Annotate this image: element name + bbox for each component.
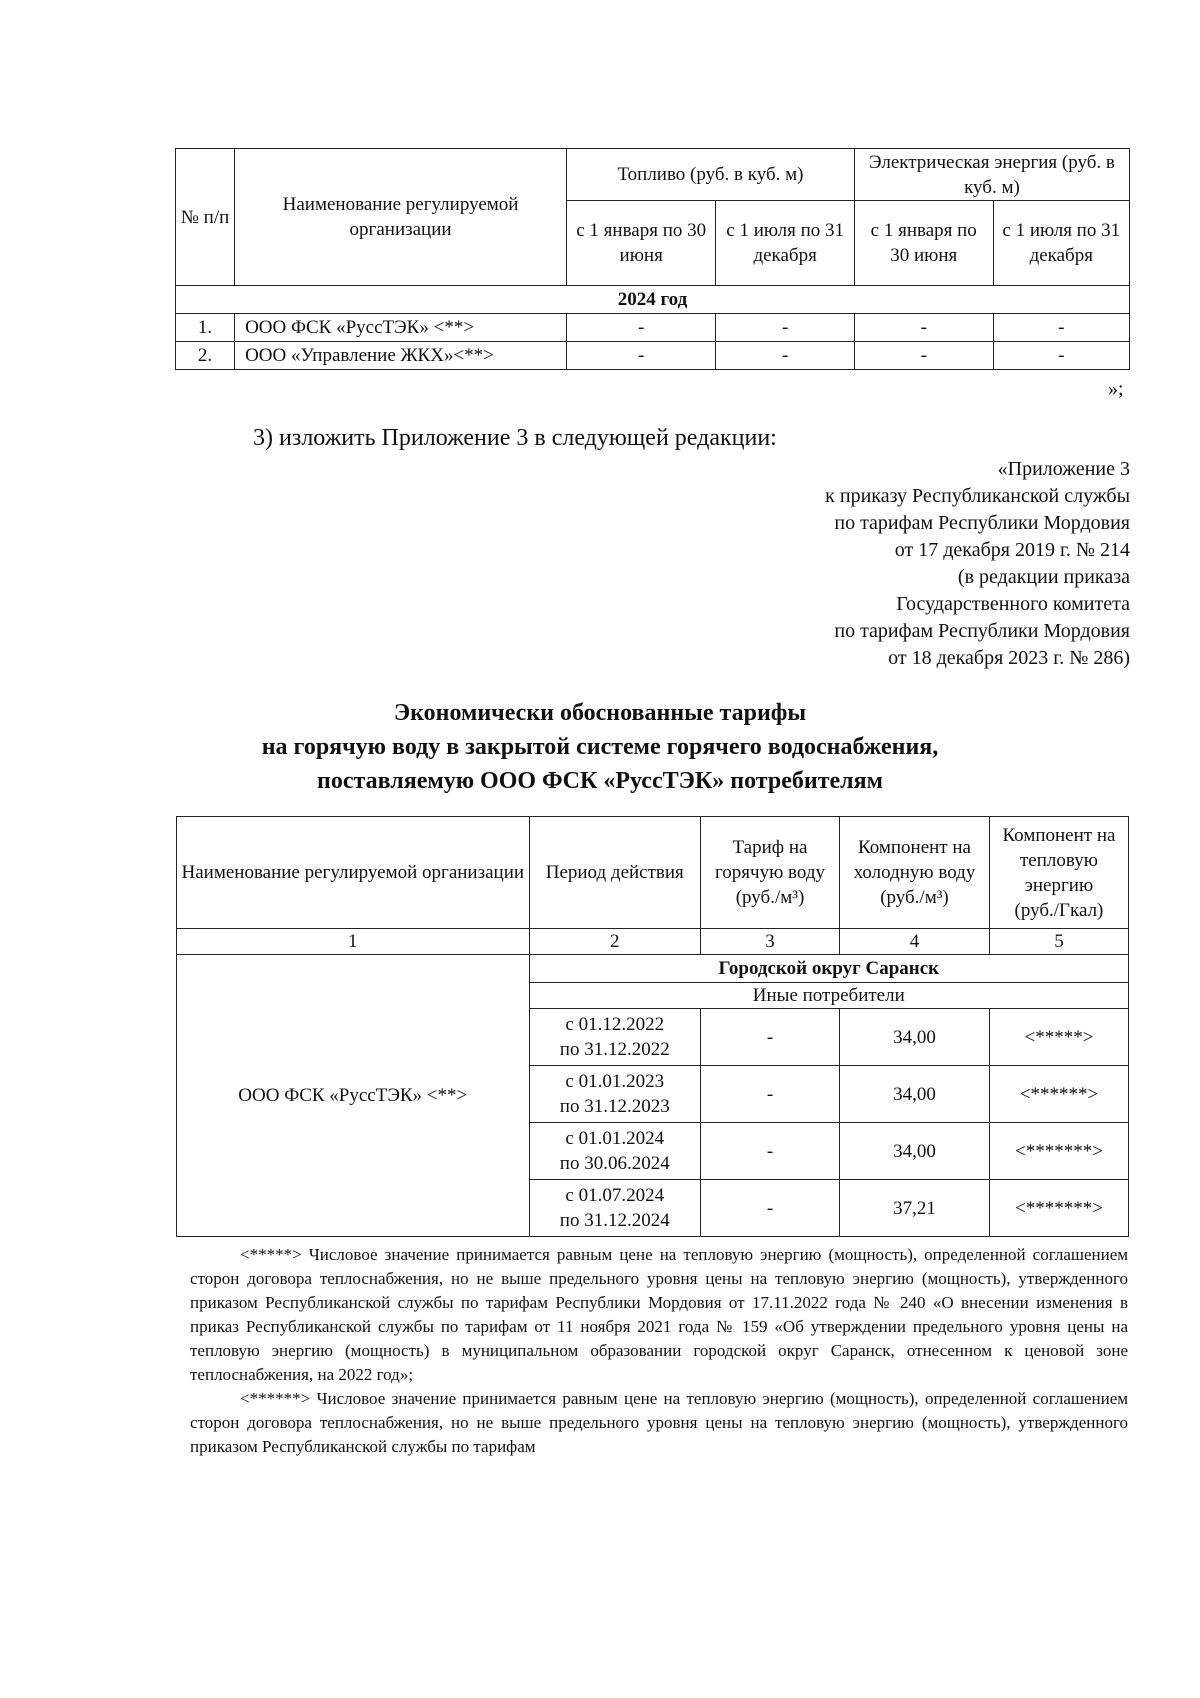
footnote: <*****> Числовое значение принимается равным цене на тепловую энергию (мощность), определенной соглашением сторон договора теплоснабжения, но не выше предельного уровня цены на тепловую энергию (мощность), утвержденного приказом Республиканской службы по тарифам Республики Мордовия от 17.11.2022 года № 240 «О внесении изменения в приказ Республиканской службы по тарифам от 11 ноября 2021 года № 159 «Об утверждении предельного уровня цены на тепловую энергию (мощность) в муниципальном образовании городской округ Саранск, отнесенном к ценовой зоне теплоснабжения, на 2022 год»; xyxy=(190,1245,1128,1384)
row-value: - xyxy=(567,314,716,342)
header-fuel-period-1: с 1 января по 30 июня xyxy=(567,201,716,286)
period-to: по 30.06.2024 xyxy=(559,1153,670,1174)
row-value: - xyxy=(993,342,1129,370)
header-number: № п/п xyxy=(176,149,235,286)
header-fuel-period-2: с 1 июля по 31 декабря xyxy=(716,201,855,286)
heat-cell: <*****> xyxy=(989,1009,1128,1066)
tariff-unit: (руб./м³) xyxy=(735,887,805,908)
row-value: - xyxy=(854,342,993,370)
period-cell xyxy=(529,1066,700,1123)
row-value: - xyxy=(716,342,855,370)
heat-unit: (руб./Гкал) xyxy=(1014,899,1104,921)
column-number: 5 xyxy=(989,929,1128,955)
district-row: Городской округ Саранск xyxy=(529,955,1128,983)
period-from: с 01.12.2022 xyxy=(565,1014,665,1035)
column-number: 2 xyxy=(529,929,700,955)
cold-water-cell: 34,00 xyxy=(840,1009,990,1066)
header-hot-water-tariff xyxy=(700,817,839,929)
organization-cell: ООО ФСК «РуссТЭК» <**> xyxy=(177,955,530,1237)
row-value: - xyxy=(993,314,1129,342)
fuel-electricity-table xyxy=(175,148,1130,370)
row-organization: ООО ФСК «РуссТЭК» <**> xyxy=(235,314,567,342)
title-line: Экономически обоснованные тарифы xyxy=(393,700,807,726)
appendix-line: к приказу Республиканской службы xyxy=(825,485,1130,507)
year-row: 2024 год xyxy=(176,286,1130,314)
header-organization: Наименование регулируемой организации xyxy=(235,149,567,286)
tariff-label: Тариф на горячую воду xyxy=(714,837,826,883)
header-period: Период действия xyxy=(529,817,700,929)
column-number: 1 xyxy=(177,929,530,955)
hot-water-tariff-table xyxy=(176,816,1129,1237)
heat-cell: <******> xyxy=(989,1066,1128,1123)
period-from: с 01.07.2024 xyxy=(565,1185,665,1206)
item-3-heading: 3) изложить Приложение 3 в следующей редакции: xyxy=(253,425,777,451)
cold-water-cell: 37,21 xyxy=(840,1180,990,1237)
header-heat-component xyxy=(989,817,1128,929)
period-cell xyxy=(529,1123,700,1180)
period-cell xyxy=(529,1180,700,1237)
title-line: на горячую воду в закрытой системе горячего водоснабжения, xyxy=(261,734,939,760)
tariff-cell: - xyxy=(700,1066,839,1123)
row-value: - xyxy=(716,314,855,342)
table-row xyxy=(176,342,1130,370)
appendix-line: «Приложение 3 xyxy=(997,458,1130,480)
header-elec-period-1: с 1 января по 30 июня xyxy=(854,201,993,286)
period-to: по 31.12.2024 xyxy=(559,1210,670,1231)
appendix-line: от 17 декабря 2019 г. № 214 xyxy=(894,539,1130,561)
column-number: 3 xyxy=(700,929,839,955)
appendix-reference xyxy=(610,456,1130,672)
title-line: поставляемую ООО ФСК «РуссТЭК» потребителям xyxy=(317,768,883,794)
heat-cell: <*******> xyxy=(989,1180,1128,1237)
column-number: 4 xyxy=(840,929,990,955)
appendix-line: Государственного комитета xyxy=(896,593,1130,615)
heat-cell: <*******> xyxy=(989,1123,1128,1180)
period-from: с 01.01.2023 xyxy=(565,1071,665,1092)
period-from: с 01.01.2024 xyxy=(565,1128,665,1149)
appendix-line: от 18 декабря 2023 г. № 286) xyxy=(888,647,1130,669)
appendix-line: (в редакции приказа xyxy=(957,566,1130,588)
row-value: - xyxy=(567,342,716,370)
cold-water-cell: 34,00 xyxy=(840,1066,990,1123)
table-row xyxy=(176,314,1130,342)
row-value: - xyxy=(854,314,993,342)
consumer-group-row: Иные потребители xyxy=(529,983,1128,1009)
appendix-line: по тарифам Республики Мордовия xyxy=(834,512,1130,534)
appendix-line: по тарифам Республики Мордовия xyxy=(834,620,1130,642)
period-to: по 31.12.2023 xyxy=(559,1096,670,1117)
period-cell xyxy=(529,1009,700,1066)
tariff-cell: - xyxy=(700,1180,839,1237)
cold-unit: (руб./м³) xyxy=(880,887,949,908)
row-organization: ООО «Управление ЖКХ»<**> xyxy=(235,342,567,370)
header-elec-period-2: с 1 июля по 31 декабря xyxy=(993,201,1129,286)
footnote: <******> Числовое значение принимается равным цене на тепловую энергию (мощность), определенной соглашением сторон договора теплоснабжения, но не выше предельного уровня цены на тепловую энергию (мощность), утвержденного приказом Республиканской службы по тарифам xyxy=(190,1389,1128,1456)
tariff-cell: - xyxy=(700,1009,839,1066)
closing-quote-mark: »; xyxy=(1108,378,1124,400)
period-to: по 31.12.2022 xyxy=(559,1039,670,1060)
row-number: 2. xyxy=(176,342,235,370)
header-cold-water-component xyxy=(840,817,990,929)
header-organization: Наименование регулируемой организации xyxy=(177,817,530,929)
tariff-cell: - xyxy=(700,1123,839,1180)
document-title xyxy=(170,696,1030,798)
row-number: 1. xyxy=(176,314,235,342)
header-fuel: Топливо (руб. в куб. м) xyxy=(567,149,855,201)
header-electricity: Электрическая энергия (руб. в куб. м) xyxy=(854,149,1129,201)
footnotes xyxy=(190,1243,1128,1459)
cold-label: Компонент на холодную воду xyxy=(853,837,976,883)
heat-label: Компонент на тепловую энергию xyxy=(1002,824,1116,896)
cold-water-cell: 34,00 xyxy=(840,1123,990,1180)
